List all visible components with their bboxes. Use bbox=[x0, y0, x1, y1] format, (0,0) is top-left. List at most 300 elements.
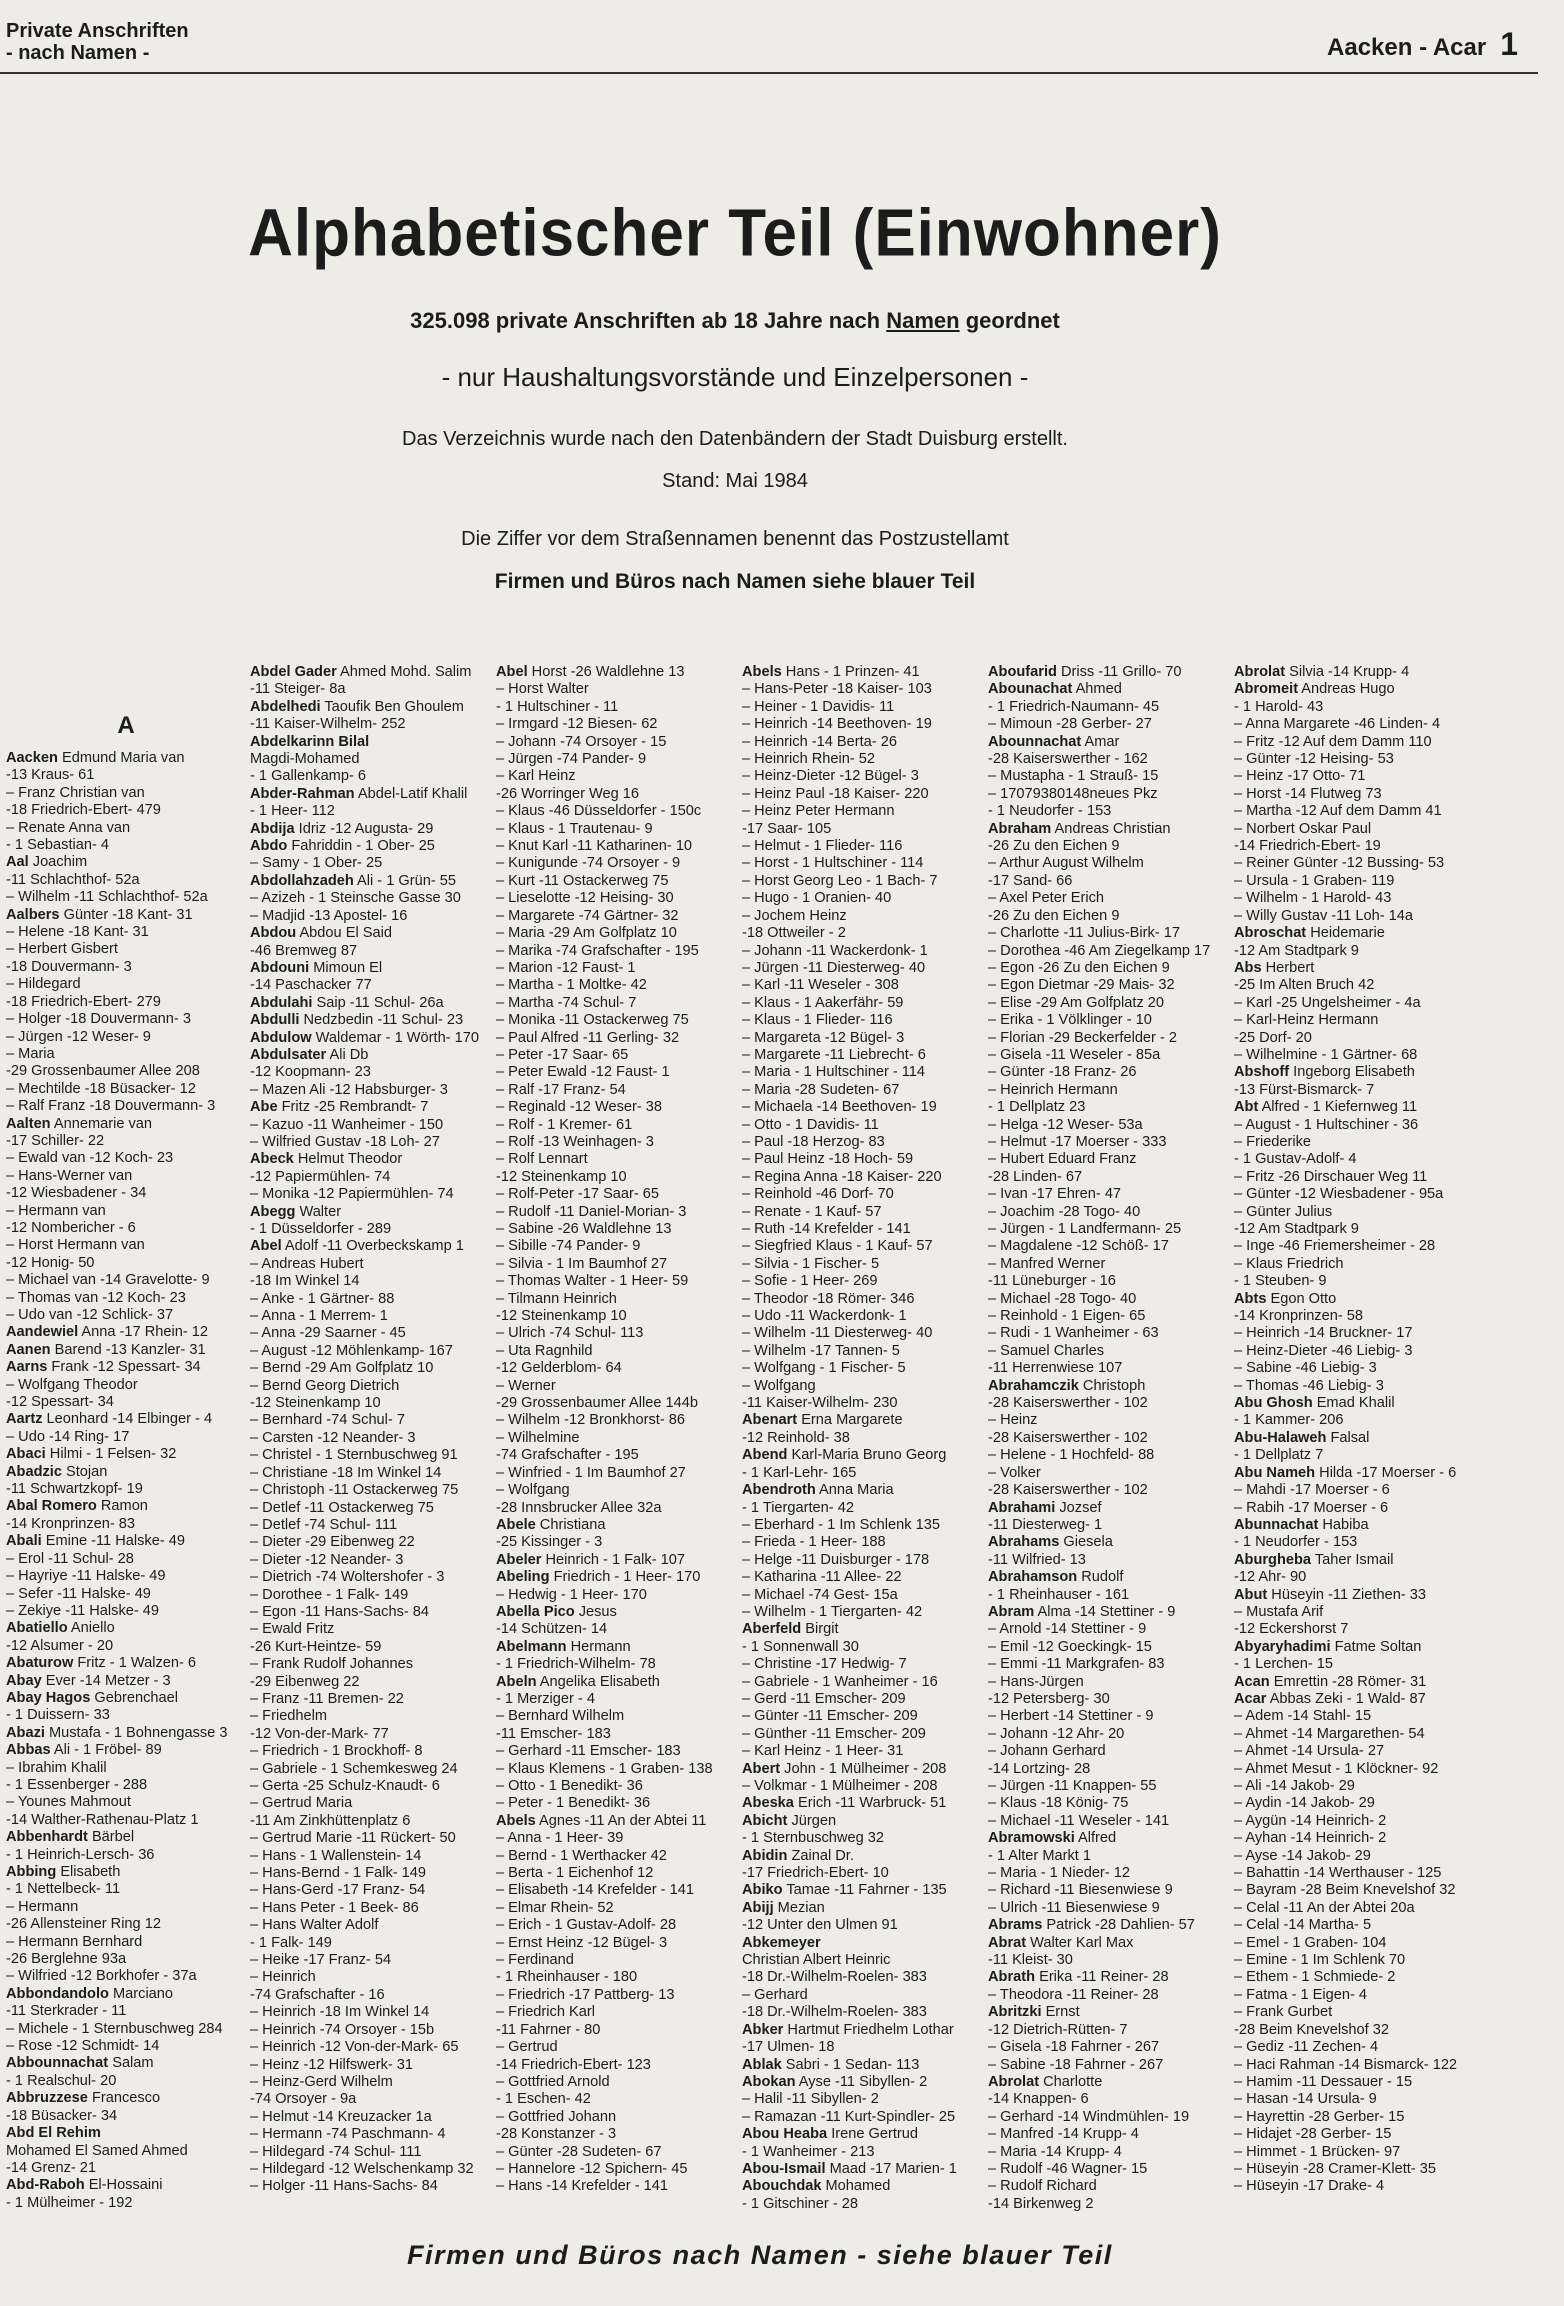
subtitle-scope: - nur Haushaltungsvorstände und Einzelpersonen - bbox=[441, 362, 1029, 392]
entry-text: Karl-Maria Bruno Georg bbox=[787, 1447, 947, 1464]
entry-text: – Hermann -74 Paschmann- 4 bbox=[250, 2126, 446, 2143]
entry-text: – Franz -11 Bremen- 22 bbox=[250, 1690, 404, 1707]
surname: Abs bbox=[1234, 959, 1262, 976]
entry-text: -12 Am Stadtpark 9 bbox=[1234, 942, 1359, 959]
entry-text: -11 Emscher- 183 bbox=[496, 1725, 611, 1742]
directory-entry bbox=[742, 2074, 982, 2091]
directory-entry bbox=[1234, 2074, 1474, 2091]
directory-entry bbox=[742, 1134, 982, 1151]
directory-entry bbox=[6, 2003, 246, 2020]
entry-text: Gebrenchael bbox=[90, 1689, 178, 1706]
directory-entry bbox=[988, 1325, 1228, 1342]
directory-entry bbox=[988, 1969, 1228, 1986]
entry-text: - 1 Dellplatz 7 bbox=[1234, 1447, 1324, 1464]
entry-text: – Hermann bbox=[6, 1898, 79, 1915]
directory-entry bbox=[496, 1865, 736, 1882]
entry-text: -11 Fahrner - 80 bbox=[496, 2021, 601, 2038]
entry-text: Fritz - 1 Walzen- 6 bbox=[73, 1655, 197, 1672]
entry-text: -26 Worringer Weg 16 bbox=[496, 785, 640, 802]
entry-text: – Thomas Walter - 1 Heer- 59 bbox=[496, 1273, 689, 1290]
directory-entry bbox=[250, 803, 490, 820]
directory-entry bbox=[742, 873, 982, 890]
directory-entry bbox=[250, 1778, 490, 1795]
directory-entry bbox=[496, 1569, 736, 1586]
surname: Abbounnachat bbox=[6, 2055, 109, 2072]
directory-entry bbox=[1234, 1378, 1474, 1395]
entry-text: – Otto - 1 Benedikt- 36 bbox=[496, 1778, 643, 1794]
directory-entry bbox=[6, 2090, 246, 2107]
surname: Abrahami bbox=[988, 1499, 1056, 1516]
date-note: Stand: Mai 1984 bbox=[662, 470, 808, 492]
entry-text: – Bernd Georg Dietrich bbox=[250, 1377, 400, 1394]
entry-text: -17 Ulmen- 18 bbox=[742, 2039, 835, 2056]
directory-entry bbox=[988, 1917, 1228, 1934]
directory-entry bbox=[988, 1291, 1228, 1308]
entry-text: Ahmed Mohd. Salim bbox=[336, 664, 472, 680]
directory-entry bbox=[6, 802, 246, 819]
surname: Abounachat bbox=[988, 681, 1073, 698]
entry-text: – Gisela -18 Fahrner - 267 bbox=[988, 2039, 1160, 2056]
directory-entry bbox=[496, 1830, 736, 1847]
directory-entry bbox=[6, 2160, 246, 2177]
directory-entry bbox=[6, 1603, 246, 1620]
directory-entry bbox=[988, 1395, 1228, 1412]
directory-entry bbox=[250, 1273, 490, 1290]
directory-entry bbox=[1234, 1848, 1474, 1865]
entry-text: El-Hossaini bbox=[84, 2177, 163, 2194]
directory-entry bbox=[988, 1238, 1228, 1255]
entry-text: – Hidajet -28 Gerber- 15 bbox=[1234, 2126, 1392, 2143]
entry-text: – Margarete -74 Gärtner- 32 bbox=[496, 907, 679, 924]
entry-text: -14 Lortzing- 28 bbox=[988, 1760, 1091, 1777]
surname: Abeck bbox=[250, 1151, 294, 1168]
entry-text: -18 Im Winkel 14 bbox=[250, 1273, 360, 1290]
directory-entry bbox=[988, 1447, 1228, 1464]
directory-entry bbox=[1234, 1656, 1474, 1673]
directory-entry bbox=[1234, 664, 1474, 681]
entry-text: -18 Friedrich-Ebert- 279 bbox=[6, 993, 161, 1010]
directory-entry bbox=[988, 1465, 1228, 1482]
directory-entry bbox=[250, 2178, 490, 2195]
surname: Abrahamczik bbox=[988, 1377, 1079, 1394]
entry-text: – Holger -18 Douvermann- 3 bbox=[6, 1011, 191, 1028]
directory-entry bbox=[6, 837, 246, 854]
directory-entry bbox=[1234, 890, 1474, 907]
entry-text: – Heike -17 Franz- 54 bbox=[250, 1952, 392, 1969]
entry-text: – Paul -18 Herzog- 83 bbox=[742, 1133, 885, 1150]
directory-entry bbox=[1234, 1795, 1474, 1812]
directory-entry bbox=[742, 1882, 982, 1899]
entry-text: -74 Orsoyer - 9a bbox=[250, 2091, 357, 2108]
entry-text: Elisabeth bbox=[56, 1864, 121, 1880]
surname: Aandewiel bbox=[6, 1324, 79, 1341]
directory-entry bbox=[1234, 1134, 1474, 1151]
entry-text: Edmund Maria van bbox=[57, 750, 185, 766]
entry-text: -12 Wiesbadener - 34 bbox=[6, 1185, 147, 1202]
directory-entry bbox=[742, 1813, 982, 1830]
directory-entry bbox=[988, 1604, 1228, 1621]
entry-text: Annemarie van bbox=[50, 1115, 153, 1132]
directory-entry bbox=[6, 1046, 246, 1063]
entry-text: – Mazen Ali -12 Habsburger- 3 bbox=[250, 1081, 448, 1098]
alphabet-range: Aacken - Acar bbox=[1327, 34, 1487, 61]
directory-entry bbox=[6, 1063, 246, 1080]
entry-text: Taher Ismail bbox=[1311, 1551, 1394, 1568]
entry-text: – Otto - 1 Davidis- 11 bbox=[742, 1116, 879, 1133]
directory-entry bbox=[1234, 1360, 1474, 1377]
entry-text: – Margareta -12 Bügel- 3 bbox=[742, 1029, 905, 1046]
entry-text: – Monika -12 Papiermühlen- 74 bbox=[250, 1186, 454, 1203]
directory-entry bbox=[496, 2109, 736, 2126]
surname: Aalbers bbox=[6, 906, 60, 923]
directory-entry bbox=[496, 1447, 736, 1464]
directory-entry bbox=[250, 995, 490, 1012]
directory-entry bbox=[988, 2178, 1228, 2195]
directory-entry bbox=[496, 2039, 736, 2056]
directory-entry bbox=[496, 1552, 736, 1569]
surname: Abendroth bbox=[742, 1482, 816, 1499]
directory-entry bbox=[6, 1272, 246, 1289]
entry-text: – Gerta -25 Schulz-Knaudt- 6 bbox=[250, 1778, 440, 1794]
entry-text: Günter -18 Kant- 31 bbox=[59, 906, 193, 923]
entry-text: -14 Birkenweg 2 bbox=[988, 2195, 1094, 2212]
directory-entry bbox=[742, 1378, 982, 1395]
directory-entry bbox=[6, 1498, 246, 1515]
entry-text: - 1 Wanheimer - 213 bbox=[742, 2143, 875, 2160]
entry-text: Abbas Zeki - 1 Wald- 87 bbox=[1266, 1690, 1426, 1707]
entry-text: – Mechtilde -18 Büsacker- 12 bbox=[6, 1080, 196, 1097]
directory-entry bbox=[6, 2038, 246, 2055]
entry-text: -11 Sterkrader - 11 bbox=[6, 2003, 127, 2020]
directory-entry bbox=[988, 1517, 1228, 1534]
surname: Aacken bbox=[6, 750, 58, 766]
directory-entry bbox=[250, 1169, 490, 1186]
directory-entry bbox=[250, 977, 490, 994]
directory-entry bbox=[988, 1761, 1228, 1778]
directory-entry bbox=[496, 995, 736, 1012]
directory-entry bbox=[988, 1360, 1228, 1377]
directory-entry bbox=[496, 699, 736, 716]
entry-text: - 1 Steuben- 9 bbox=[1234, 1273, 1327, 1290]
entry-text: Barend -13 Kanzler- 31 bbox=[50, 1341, 206, 1358]
directory-entry bbox=[742, 1778, 982, 1795]
directory-entry bbox=[6, 1029, 246, 1046]
directory-entry bbox=[1234, 1778, 1474, 1795]
directory-entry bbox=[1234, 1395, 1474, 1412]
entry-text: – Egon -26 Zu den Eichen 9 bbox=[988, 959, 1170, 976]
directory-entry bbox=[496, 1412, 736, 1429]
entry-text: - 1 Eschen- 42 bbox=[496, 2091, 591, 2108]
entry-text: - 1 Heer- 112 bbox=[250, 803, 335, 820]
entry-text: Abdou El Said bbox=[296, 925, 392, 942]
directory-entry bbox=[742, 681, 982, 698]
entry-text: -17 Friedrich-Ebert- 10 bbox=[742, 1865, 889, 1882]
directory-entry bbox=[1234, 1047, 1474, 1064]
entry-text: – Rose -12 Schmidt- 14 bbox=[6, 2038, 160, 2055]
entry-list bbox=[742, 664, 982, 2213]
directory-entry bbox=[6, 1394, 246, 1411]
directory-entry bbox=[742, 1291, 982, 1308]
entry-text: -14 Schützen- 14 bbox=[496, 1621, 608, 1638]
directory-entry bbox=[742, 2178, 982, 2195]
entry-text: -11 Kaiser-Wilhelm- 252 bbox=[250, 716, 406, 733]
directory-entry bbox=[496, 2074, 736, 2091]
entry-text: Hartmut Friedhelm Lothar bbox=[783, 2021, 954, 2038]
entry-text: Jürgen bbox=[787, 1812, 837, 1829]
entry-text: – Helmut - 1 Flieder- 116 bbox=[742, 838, 903, 855]
directory-entry bbox=[6, 1168, 246, 1185]
entry-text: Mohamed bbox=[821, 2178, 891, 2195]
directory-entry bbox=[250, 1882, 490, 1899]
entry-text: -12 Alsumer - 20 bbox=[6, 1637, 114, 1654]
entry-text: -11 Schlachthof- 52a bbox=[6, 871, 140, 888]
entry-text: – Hans-Bernd - 1 Falk- 149 bbox=[250, 1865, 427, 1882]
directory-entry bbox=[988, 1378, 1228, 1395]
entry-text: – Renate - 1 Kauf- 57 bbox=[742, 1203, 882, 1220]
entry-text: – Heinrich -12 Von-der-Mark- 65 bbox=[250, 2039, 459, 2056]
surname: Abu-Halaweh bbox=[1234, 1429, 1327, 1446]
directory-entry bbox=[6, 1011, 246, 1028]
directory-entry bbox=[496, 2126, 736, 2143]
entry-text: -12 Dietrich-Rütten- 7 bbox=[988, 2021, 1128, 2038]
column-5 bbox=[988, 664, 1228, 2213]
surname: Ablak bbox=[742, 2056, 782, 2073]
entry-text: – Jürgen -12 Weser- 9 bbox=[6, 1028, 151, 1045]
entry-text: – Hermann van bbox=[6, 1202, 106, 1219]
surname: Abdija bbox=[250, 820, 295, 837]
entry-text: – Michaela -14 Beethoven- 19 bbox=[742, 1099, 937, 1116]
entry-text: – Sofie - 1 Heer- 269 bbox=[742, 1273, 878, 1290]
directory-entry bbox=[988, 2074, 1228, 2091]
surname: Abrahams bbox=[988, 1534, 1060, 1551]
directory-entry bbox=[6, 1237, 246, 1254]
entry-text: – Heinrich -14 Berta- 26 bbox=[742, 733, 897, 750]
directory-entry bbox=[988, 995, 1228, 1012]
entry-text: -74 Grafschafter - 195 bbox=[496, 1447, 639, 1464]
entry-text: – Magdalene -12 Schöß- 17 bbox=[988, 1238, 1169, 1255]
entry-text: – Helmut -17 Moerser - 333 bbox=[988, 1133, 1167, 1150]
surname: Abeling bbox=[496, 1569, 550, 1586]
entry-text: – Wolfgang bbox=[496, 1482, 570, 1499]
entry-text: - 1 Friedrich-Naumann- 45 bbox=[988, 698, 1160, 715]
surname: Abeska bbox=[742, 1795, 794, 1812]
directory-entry bbox=[496, 1099, 736, 1116]
directory-entry bbox=[742, 734, 982, 751]
directory-entry bbox=[742, 1238, 982, 1255]
entry-text: Charlotte bbox=[1039, 2073, 1103, 2090]
directory-entry bbox=[496, 2022, 736, 2039]
entry-text: Silvia -14 Krupp- 4 bbox=[1285, 664, 1410, 680]
entry-text: – Christel - 1 Sternbuschweg 91 bbox=[250, 1447, 458, 1464]
entry-text: – Sefer -11 Halske- 49 bbox=[6, 1585, 151, 1602]
surname: Abdulow bbox=[250, 1029, 312, 1046]
surname: Abd El Rehim bbox=[6, 2125, 101, 2142]
surname: Abele bbox=[496, 1516, 536, 1533]
directory-entry bbox=[1234, 1117, 1474, 1134]
directory-entry bbox=[250, 873, 490, 890]
entry-text: – Jürgen - 1 Landfermann- 25 bbox=[988, 1221, 1182, 1237]
directory-entry bbox=[1234, 751, 1474, 768]
directory-entry bbox=[496, 960, 736, 977]
directory-entry bbox=[1234, 1099, 1474, 1116]
directory-entry bbox=[988, 1482, 1228, 1499]
directory-entry bbox=[1234, 908, 1474, 925]
entry-text: – Herbert Gisbert bbox=[6, 941, 118, 958]
entry-text: -11 Steiger- 8a bbox=[250, 681, 346, 698]
directory-entry bbox=[1234, 1412, 1474, 1429]
surname: Abaci bbox=[6, 1446, 46, 1463]
entry-text: Christoph bbox=[1078, 1377, 1146, 1394]
entry-text: -12 Petersberg- 30 bbox=[988, 1690, 1110, 1707]
surname: Abdulsater bbox=[250, 1046, 327, 1063]
entry-text: – Sabine -26 Waldlehne 13 bbox=[496, 1221, 672, 1237]
entry-text: Alfred bbox=[1074, 1830, 1117, 1847]
entry-list bbox=[6, 750, 246, 2212]
directory-entry bbox=[988, 1813, 1228, 1830]
directory-entry bbox=[988, 1552, 1228, 1569]
entry-text: Fritz -25 Rembrandt- 7 bbox=[277, 1099, 429, 1116]
directory-entry bbox=[742, 1761, 982, 1778]
entry-text: – Johann -12 Ahr- 20 bbox=[988, 1725, 1125, 1742]
directory-entry bbox=[6, 1916, 246, 1933]
directory-entry bbox=[742, 2126, 982, 2143]
surname: Abijj bbox=[742, 1899, 774, 1916]
directory-entry bbox=[742, 943, 982, 960]
directory-entry bbox=[1234, 2004, 1474, 2021]
directory-entry bbox=[988, 681, 1228, 698]
entry-text: – Mustapha - 1 Strauß- 15 bbox=[988, 768, 1159, 785]
directory-entry bbox=[988, 1308, 1228, 1325]
entry-text: -26 Allensteiner Ring 12 bbox=[6, 1916, 161, 1933]
entry-text: – Franz Christian van bbox=[6, 784, 145, 801]
entry-text: – Rudi - 1 Wanheimer - 63 bbox=[988, 1325, 1159, 1342]
entry-text: -12 Von-der-Mark- 77 bbox=[250, 1725, 389, 1742]
entry-text: – Jürgen -11 Diesterweg- 40 bbox=[742, 959, 926, 976]
directory-entry bbox=[496, 751, 736, 768]
directory-entry bbox=[742, 2144, 982, 2161]
surname: Abdelhedi bbox=[250, 698, 321, 715]
entry-text: – Christine -17 Hedwig- 7 bbox=[742, 1656, 907, 1673]
directory-entry bbox=[496, 1134, 736, 1151]
entry-text: Hüseyin -11 Ziethen- 33 bbox=[1267, 1586, 1426, 1603]
surname: Aartz bbox=[6, 1411, 43, 1428]
entry-text: Walter bbox=[295, 1203, 342, 1220]
directory-entry bbox=[1234, 943, 1474, 960]
directory-entry bbox=[988, 1987, 1228, 2004]
entry-text: -25 Kissinger - 3 bbox=[496, 1534, 603, 1551]
directory-entry bbox=[988, 873, 1228, 890]
entry-text: -11 Wilfried- 13 bbox=[988, 1551, 1086, 1568]
entry-text: – Johann -11 Wackerdonk- 1 bbox=[742, 942, 928, 959]
entry-text: – Anna -29 Saarner - 45 bbox=[250, 1325, 406, 1342]
directory-entry bbox=[742, 786, 982, 803]
directory-entry bbox=[496, 1482, 736, 1499]
entry-text: – Silvia - 1 Im Baumhof 27 bbox=[496, 1255, 668, 1272]
entry-text: – Maria - 1 Hultschiner - 114 bbox=[742, 1064, 926, 1081]
directory-entry bbox=[742, 1465, 982, 1482]
directory-entry bbox=[1234, 2109, 1474, 2126]
directory-entry bbox=[6, 1568, 246, 1585]
entry-text: – Holger -11 Hans-Sachs- 84 bbox=[250, 2178, 438, 2195]
entry-text: - 1 Duissern- 33 bbox=[6, 1707, 110, 1724]
entry-text: -12 Am Stadtpark 9 bbox=[1234, 1221, 1359, 1237]
entry-text: Anna Maria bbox=[815, 1482, 894, 1499]
entry-text: – Renate Anna van bbox=[6, 819, 131, 836]
running-header-right bbox=[1327, 26, 1518, 63]
entry-text: -12 Unter den Ulmen 91 bbox=[742, 1917, 898, 1934]
directory-entry bbox=[1234, 803, 1474, 820]
directory-entry bbox=[988, 1778, 1228, 1795]
directory-entry bbox=[988, 1830, 1228, 1847]
directory-entry bbox=[742, 1064, 982, 1081]
entry-text: – Martha -12 Auf dem Damm 41 bbox=[1234, 803, 1442, 820]
entry-text: -12 Spessart- 34 bbox=[6, 1394, 114, 1411]
entry-text: – Maria - 1 Nieder- 12 bbox=[988, 1865, 1130, 1882]
entry-text: – Rabih -17 Moerser - 6 bbox=[1234, 1499, 1389, 1516]
entry-text: - 1 Rheinhauser - 161 bbox=[988, 1586, 1130, 1603]
entry-text: – Emmi -11 Markgrafen- 83 bbox=[988, 1656, 1165, 1673]
entry-text: -12 Eckershorst 7 bbox=[1234, 1621, 1349, 1638]
entry-text: – Celal -11 An der Abtei 20a bbox=[1234, 1899, 1415, 1916]
directory-entry bbox=[1234, 716, 1474, 733]
directory-entry bbox=[1234, 821, 1474, 838]
entry-text: – Madjid -13 Apostel- 16 bbox=[250, 907, 408, 924]
entry-text: Nedzbedin -11 Schul- 23 bbox=[299, 1012, 464, 1029]
entry-text: Frank -12 Spessart- 34 bbox=[47, 1359, 201, 1376]
directory-entry bbox=[250, 1064, 490, 1081]
directory-entry bbox=[742, 1917, 982, 1934]
entry-text: -13 Fürst-Bismarck- 7 bbox=[1234, 1081, 1375, 1098]
directory-entry bbox=[6, 941, 246, 958]
entry-text: – Udo van -12 Schlick- 37 bbox=[6, 1307, 174, 1323]
entry-text: – Karl -11 Weseler - 308 bbox=[742, 977, 899, 994]
entry-text: - 1 Sonnenwall 30 bbox=[742, 1638, 859, 1655]
entry-text: Agnes -11 An der Abtei 11 bbox=[535, 1812, 707, 1829]
entry-list bbox=[1234, 664, 1474, 2196]
directory-entry bbox=[496, 768, 736, 785]
entry-text: Abdel-Latif Khalil bbox=[354, 785, 468, 802]
entry-text: – Friederike bbox=[1234, 1133, 1312, 1150]
entry-text: – Erich - 1 Gustav-Adolf- 28 bbox=[496, 1917, 677, 1934]
entry-text: – Detlef -11 Ostackerweg 75 bbox=[250, 1499, 434, 1516]
entry-text: – Wilhelm - 1 Tiergarten- 42 bbox=[742, 1603, 923, 1620]
entry-text: – Hans -14 Krefelder - 141 bbox=[496, 2178, 668, 2195]
entry-text: - 1 Realschul- 20 bbox=[6, 2072, 117, 2089]
directory-entry bbox=[496, 2161, 736, 2178]
directory-entry bbox=[742, 803, 982, 820]
entry-text: -28 Kaiserswerther - 102 bbox=[988, 1395, 1148, 1412]
entry-text: Mezian bbox=[773, 1899, 825, 1916]
entry-text: – Elise -29 Am Golfplatz 20 bbox=[988, 994, 1165, 1011]
entry-text: - 1 Kammer- 206 bbox=[1234, 1412, 1344, 1429]
entry-text: – Karl Heinz - 1 Heer- 31 bbox=[742, 1743, 904, 1760]
directory-entry bbox=[250, 2109, 490, 2126]
entry-text: – Hermann Bernhard bbox=[6, 1933, 143, 1950]
entry-text: - 1 Mülheimer - 192 bbox=[6, 2194, 133, 2211]
entry-text: – Elmar Rhein- 52 bbox=[496, 1899, 614, 1916]
surname: Abay bbox=[6, 1672, 42, 1689]
surname: Aboufarid bbox=[988, 664, 1057, 680]
surname: Abunnachat bbox=[1234, 1516, 1319, 1533]
directory-entry bbox=[742, 2057, 982, 2074]
directory-entry bbox=[1234, 2039, 1474, 2056]
directory-entry bbox=[1234, 1186, 1474, 1203]
directory-entry bbox=[250, 716, 490, 733]
directory-entry bbox=[742, 1447, 982, 1464]
entry-text: – Aygün -14 Heinrich- 2 bbox=[1234, 1812, 1387, 1829]
directory-entry bbox=[250, 2074, 490, 2091]
entry-text: – Heinz-Dieter -46 Liebig- 3 bbox=[1234, 1342, 1413, 1359]
